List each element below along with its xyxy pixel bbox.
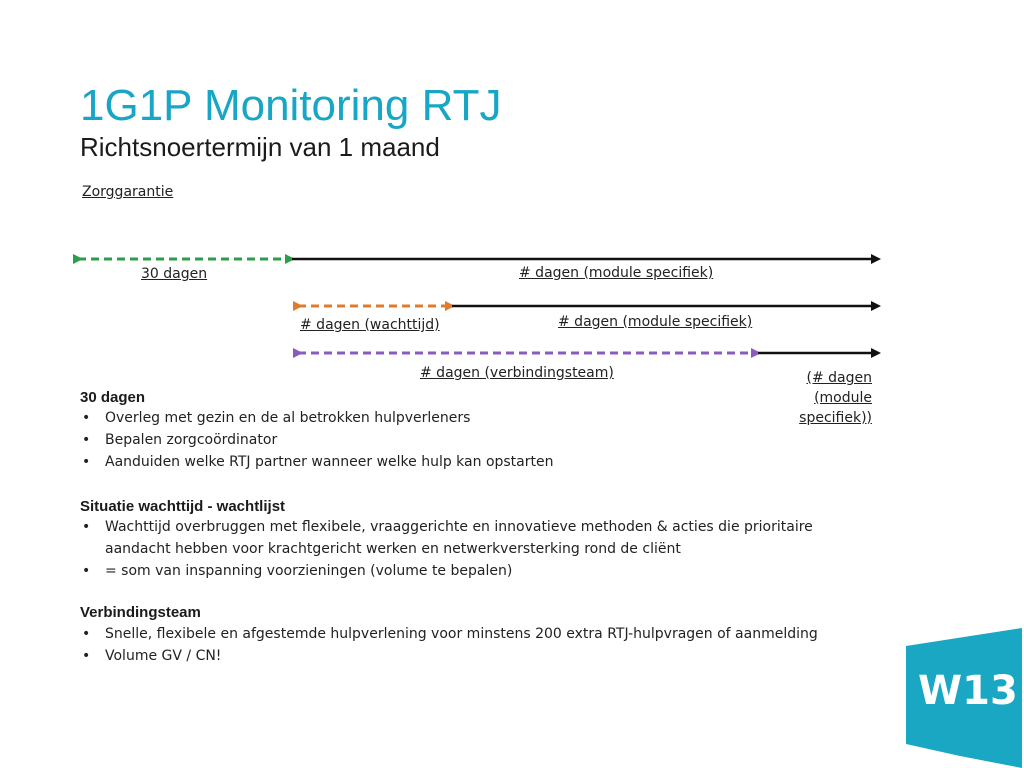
section-title-wachttijd: Situatie wachttijd - wachtlijst bbox=[80, 498, 286, 515]
list-item: • Wachttijd overbruggen met flexibele, vraaggerichte en innovatieve methoden & acties die prioritaire aandacht hebben voor krachtgericht werken en netwerkversterking rond de cliënt bbox=[80, 516, 850, 560]
label-module-specifiek-top: # dagen (module specifiek) bbox=[519, 265, 714, 281]
list-item: • Bepalen zorgcoördinator bbox=[80, 429, 720, 451]
section-title-verbindingsteam: Verbindingsteam bbox=[80, 604, 201, 621]
label-verbindingsteam: # dagen (verbindingsteam) bbox=[420, 365, 614, 381]
section-list-wachttijd bbox=[80, 516, 850, 582]
label-module-specifiek-note: (# dagen (module specifiek)) bbox=[799, 370, 872, 426]
section-list-verbindingsteam bbox=[80, 623, 870, 667]
list-item: • = som van inspanning voorzieningen (volume te bepalen) bbox=[80, 560, 850, 582]
list-item: • Snelle, flexibele en afgestemde hulpverlening voor minstens 200 extra RTJ-hulpvragen of aanmelding bbox=[80, 623, 870, 645]
section-title-30-dagen: 30 dagen bbox=[80, 389, 146, 406]
list-item: • Volume GV / CN! bbox=[80, 645, 870, 667]
section-list-30-dagen bbox=[80, 407, 720, 473]
list-item: • Overleg met gezin en de al betrokken hulpverleners bbox=[80, 407, 720, 429]
label-30-dagen: 30 dagen bbox=[141, 266, 208, 282]
slide-title: 1G1P Monitoring RTJ bbox=[80, 81, 502, 130]
label-module-specifiek-mid: # dagen (module specifiek) bbox=[558, 314, 753, 330]
list-item: • Aanduiden welke RTJ partner wanneer welke hulp kan opstarten bbox=[80, 451, 720, 473]
label-wachttijd: # dagen (wachttijd) bbox=[300, 317, 440, 333]
logo-text: W13 bbox=[918, 668, 1018, 714]
w13-logo-icon bbox=[898, 628, 1022, 768]
slide-subtitle: Richtsnoertermijn van 1 maand bbox=[80, 132, 440, 162]
zorggarantie-label: Zorggarantie bbox=[82, 184, 174, 200]
